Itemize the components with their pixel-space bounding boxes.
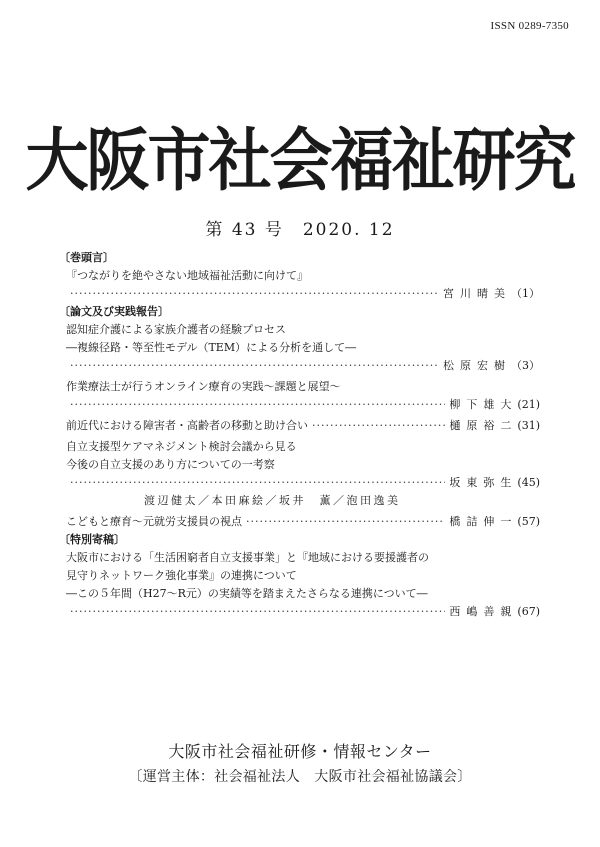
- entry-leader-row: [66, 513, 540, 531]
- entry-title: 大阪市における「生活困窮者自立支援事業」と『地域における要援護者の: [66, 551, 429, 564]
- dot-leader: [70, 357, 439, 375]
- entry-leader-row: [66, 357, 540, 375]
- issn-number: ISSN 0289-7350: [490, 20, 569, 32]
- dot-leader: [312, 417, 445, 435]
- entry-author: 橋詰伸一: [449, 515, 518, 528]
- entry-leader-row: [66, 285, 540, 303]
- entry-subtitle: ―この５年間（H27～R元）の実績等を踏まえたさらなる連携について―: [66, 587, 428, 600]
- entry-leader-row: [66, 396, 540, 414]
- dot-leader: [70, 603, 445, 621]
- section-heading: 〔特別寄稿〕: [59, 533, 125, 546]
- entry-page: (21): [517, 398, 540, 411]
- entry-subtitle: 今後の自立支援のあり方についての一考察: [66, 458, 275, 471]
- issue-number: 第 43 号 2020. 12: [205, 220, 395, 240]
- entry-leader-row: [66, 474, 540, 492]
- operator-name: 〔運営主体：社会福祉法人 大阪市社会福祉協議会〕: [128, 769, 472, 785]
- entry-title: 認知症介護による家族介護者の経験プロセス: [66, 323, 286, 336]
- entry-subtitle: ―複線径路・等至性モデル（TEM）による分析を通して―: [66, 341, 357, 354]
- dot-leader: [70, 474, 445, 492]
- entry-page: (45): [517, 476, 540, 489]
- entry-page: (67): [517, 605, 540, 618]
- entry-author: 坂東弥生: [449, 476, 518, 489]
- entry-author: 宮川晴美: [443, 287, 511, 300]
- entry-page: （3）: [511, 359, 540, 372]
- entry-author: 松原宏樹: [443, 359, 511, 372]
- entry-page: (31): [517, 419, 540, 432]
- entry-title: こどもと療育～元就労支援員の視点: [66, 515, 242, 528]
- section-heading: 〔巻頭言〕: [59, 251, 114, 264]
- entry-author: 柳下雄大: [449, 398, 518, 411]
- entry-title-cont: 見守りネットワーク強化事業』の連携について: [66, 569, 297, 582]
- entry-title: 自立支援型ケアマネジメント検討会議から見る: [66, 440, 297, 453]
- entry-leader-row: [66, 417, 540, 435]
- entry-page: (57): [517, 515, 540, 528]
- dot-leader: [246, 513, 445, 531]
- entry-title: 『つながりを絶やさない地域福祉活動に向けて』: [66, 269, 308, 282]
- journal-title: 大阪市社会福祉研究: [25, 120, 575, 201]
- entry-title: 前近代における障害者・高齢者の移動と助け合い: [66, 419, 308, 432]
- entry-leader-row: [66, 603, 540, 621]
- table-of-contents: [59, 249, 540, 621]
- entry-author: 西嶋善親: [449, 605, 518, 618]
- dot-leader: [70, 285, 439, 303]
- entry-coauthors: 渡辺健太／本田麻絵／坂井 薫／泡田逸美: [144, 494, 401, 507]
- entry-page: （1）: [511, 287, 540, 300]
- publisher-name: 大阪市社会福祉研修・情報センター: [168, 742, 432, 761]
- section-heading: 〔論文及び実践報告〕: [59, 305, 169, 318]
- entry-author: 樋原裕二: [449, 419, 518, 432]
- entry-title: 作業療法士が行うオンライン療育の実践～課題と展望～: [66, 380, 341, 393]
- dot-leader: [70, 396, 445, 414]
